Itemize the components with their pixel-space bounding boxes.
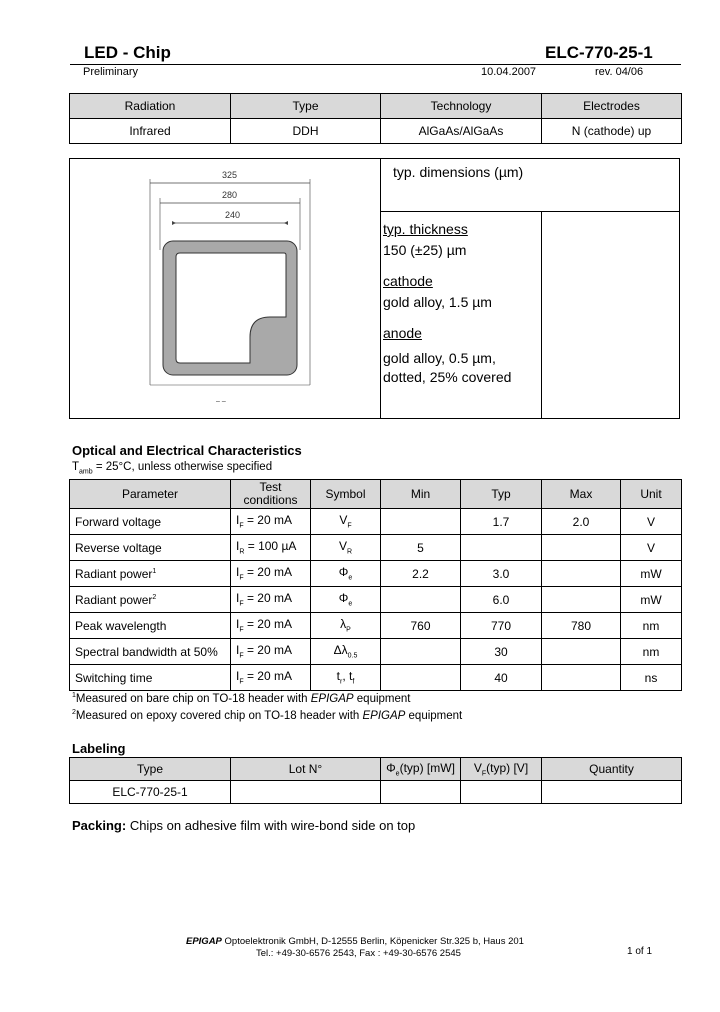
anode-value-1: gold alloy, 0.5 µm, — [383, 350, 496, 366]
symbol-extra: , t — [342, 669, 353, 684]
value-electrodes: N (cathode) up — [542, 119, 682, 144]
packing-label: Packing: — [72, 818, 127, 833]
label-header-lot: Lot N° — [231, 758, 381, 781]
param-footnote: 2 — [152, 593, 157, 601]
condition-cell — [231, 587, 311, 613]
cond-sub: F — [239, 600, 244, 608]
condition-cell — [231, 535, 311, 561]
unit-cell: nm — [621, 639, 682, 665]
document-date: 10.04.2007 — [481, 66, 537, 78]
dimensions-title: typ. dimensions (µm) — [393, 164, 524, 180]
footnote-2-brand: EPIGAP — [362, 709, 406, 722]
typ-cell: 770 — [461, 613, 542, 639]
footer-address: Optoelektronik GmbH, D-12555 Berlin, Köpenicker Str.325 b, Haus 201 — [224, 936, 524, 947]
packing-text: Chips on adhesive film with wire-bond side on top — [129, 818, 416, 833]
header-test-line2: conditions — [243, 493, 298, 507]
max-cell — [542, 561, 621, 587]
symbol-cell — [311, 509, 381, 535]
param-name: Forward voltage — [75, 514, 162, 529]
symbol-sub: P — [346, 626, 351, 634]
cond-main: I — [236, 591, 240, 606]
footnote-1-brand: EPIGAP — [310, 692, 354, 705]
arrow-left-240 — [172, 221, 176, 225]
cond-main: I — [236, 617, 240, 632]
phi-sub: e — [395, 770, 400, 778]
cond-main: I — [236, 669, 240, 684]
symbol-main: t — [336, 669, 341, 684]
param-cell — [70, 587, 231, 613]
labeling-table — [69, 757, 682, 804]
label-quantity[interactable] — [542, 781, 682, 804]
cond-rest: = 20 mA — [243, 643, 292, 658]
symbol-sub: e — [348, 574, 353, 582]
summary-header-row — [70, 94, 682, 119]
symbol-sub: R — [346, 548, 353, 556]
param-name: Radiant power — [75, 566, 153, 581]
max-cell — [542, 535, 621, 561]
characteristics-row — [70, 561, 682, 587]
symbol-cell — [311, 639, 381, 665]
characteristics-table — [69, 479, 682, 691]
cond-rest: = 20 mA — [243, 565, 292, 580]
max-cell: 780 — [542, 613, 621, 639]
condition-sub: amb — [79, 468, 93, 476]
summary-value-row — [70, 119, 682, 144]
symbol-cell — [311, 561, 381, 587]
anode-value-2: dotted, 25% covered — [383, 369, 512, 385]
min-cell: 5 — [381, 535, 461, 561]
param-cell — [70, 535, 231, 561]
footnote-2 — [72, 709, 462, 722]
header-min: Min — [381, 480, 461, 509]
header-electrodes: Electrodes — [542, 94, 682, 119]
param-cell — [70, 665, 231, 691]
symbol-cell — [311, 535, 381, 561]
characteristics-row — [70, 639, 682, 665]
param-cell — [70, 613, 231, 639]
characteristics-row — [70, 665, 682, 691]
characteristics-row — [70, 509, 682, 535]
cond-rest: = 100 µA — [244, 539, 297, 554]
symbol-cell — [311, 613, 381, 639]
page-number: 1 of 1 — [627, 946, 653, 957]
drawing-bottom-mark: – – — [216, 398, 226, 405]
min-cell: 2.2 — [381, 561, 461, 587]
max-cell — [542, 587, 621, 613]
symbol-main: V — [339, 513, 348, 528]
header-technology: Technology — [381, 94, 542, 119]
cond-sub: R — [239, 548, 245, 556]
footnote-1-text: Measured on bare chip on TO-18 header with — [75, 692, 311, 705]
condition-cell — [231, 561, 311, 587]
max-cell — [542, 665, 621, 691]
divider-vertical-1 — [380, 159, 381, 418]
footnote-1-tail: equipment — [353, 692, 411, 705]
condition-suffix: = 25°C, unless otherwise specified — [92, 461, 273, 473]
chip-drawing — [140, 165, 320, 410]
footnote-2-number: 2 — [72, 709, 76, 716]
dimension-240: 240 — [225, 210, 241, 220]
dimension-325: 325 — [222, 170, 238, 180]
footnote-2-tail: equipment — [405, 709, 463, 722]
label-vf[interactable] — [461, 781, 542, 804]
condition-cell — [231, 639, 311, 665]
symbol-sub: 0.5 — [347, 652, 358, 660]
labeling-heading: Labeling — [72, 741, 126, 756]
labeling-header-row — [70, 758, 682, 781]
value-technology: AlGaAs/AlGaAs — [381, 119, 542, 144]
unit-cell: ns — [621, 665, 682, 691]
cond-rest: = 20 mA — [243, 591, 292, 606]
header-test-conditions — [231, 480, 311, 509]
symbol-main: Φ — [338, 565, 349, 580]
characteristics-heading: Optical and Electrical Characteristics — [72, 443, 302, 458]
condition-prefix: T — [72, 461, 80, 473]
param-name: Spectral bandwidth at 50% — [75, 644, 218, 659]
label-phi[interactable] — [381, 781, 461, 804]
condition-cell — [231, 613, 311, 639]
characteristics-row — [70, 613, 682, 639]
cond-main: I — [236, 643, 240, 658]
min-cell — [381, 665, 461, 691]
symbol-main: V — [338, 539, 347, 554]
cond-rest: = 20 mA — [243, 669, 292, 684]
footnote-1-number: 1 — [72, 692, 76, 699]
typ-cell: 40 — [461, 665, 542, 691]
param-footnote: 1 — [152, 567, 157, 575]
param-cell — [70, 561, 231, 587]
cond-sub: F — [239, 652, 244, 660]
label-header-quantity: Quantity — [542, 758, 682, 781]
unit-cell: mW — [621, 561, 682, 587]
symbol-sub: r — [340, 678, 343, 686]
min-cell: 760 — [381, 613, 461, 639]
header-radiation: Radiation — [70, 94, 231, 119]
cond-main: I — [236, 565, 240, 580]
header-rule — [70, 64, 681, 65]
cond-sub: F — [239, 678, 244, 686]
phi-symbol: Φ — [386, 760, 396, 775]
unit-cell: V — [621, 535, 682, 561]
param-cell — [70, 639, 231, 665]
typ-cell: 1.7 — [461, 509, 542, 535]
label-header-type: Type — [70, 758, 231, 781]
unit-cell: V — [621, 509, 682, 535]
param-name: Switching time — [75, 670, 153, 685]
ambient-condition — [72, 461, 272, 475]
min-cell — [381, 639, 461, 665]
unit-cell: mW — [621, 587, 682, 613]
max-cell: 2.0 — [542, 509, 621, 535]
value-type: DDH — [231, 119, 381, 144]
document-title: LED - Chip — [84, 43, 171, 62]
param-cell — [70, 509, 231, 535]
typ-cell: 6.0 — [461, 587, 542, 613]
vf-rest: (typ) [V] — [486, 760, 529, 775]
cond-sub: F — [239, 626, 244, 634]
header-parameter: Parameter — [70, 480, 231, 509]
footer-brand: EPIGAP — [186, 936, 222, 947]
anode-heading: anode — [383, 325, 422, 341]
thickness-value: 150 (±25) µm — [383, 242, 467, 258]
characteristics-header-row — [70, 480, 682, 509]
typ-cell: 30 — [461, 639, 542, 665]
min-cell — [381, 587, 461, 613]
footnote-1 — [72, 692, 410, 705]
cond-rest: = 20 mA — [243, 513, 292, 528]
characteristics-row — [70, 587, 682, 613]
thickness-heading: typ. thickness — [383, 221, 468, 237]
packing-line — [72, 818, 415, 833]
dimension-280: 280 — [222, 190, 238, 200]
phi-rest: (typ) [mW] — [399, 760, 455, 775]
footer-line-2: Tel.: +49-30-6576 2543, Fax : +49-30-6576 2545 — [256, 948, 461, 959]
characteristics-row — [70, 535, 682, 561]
vf-sub: F — [481, 770, 487, 778]
symbol-main: Φ — [338, 591, 349, 606]
label-type: ELC-770-25-1 — [70, 781, 231, 804]
cond-rest: = 20 mA — [243, 617, 292, 632]
footnote-2-text: Measured on epoxy covered chip on TO-18 header with — [75, 709, 363, 722]
min-cell — [381, 509, 461, 535]
unit-cell: nm — [621, 613, 682, 639]
header-symbol: Symbol — [311, 480, 381, 509]
header-max: Max — [542, 480, 621, 509]
label-header-phi — [381, 758, 461, 781]
symbol-sub: F — [347, 522, 352, 530]
footer-line-1 — [186, 936, 524, 947]
cond-main: I — [236, 539, 240, 554]
label-header-vf — [461, 758, 542, 781]
symbol-sub: e — [348, 600, 353, 608]
summary-table — [69, 93, 682, 144]
header-unit: Unit — [621, 480, 682, 509]
cond-sub: F — [239, 522, 244, 530]
param-name: Reverse voltage — [75, 540, 162, 555]
symbol-cell — [311, 587, 381, 613]
symbol-cell — [311, 665, 381, 691]
characteristics-rows — [70, 509, 682, 691]
cond-main: I — [236, 513, 240, 528]
symbol-extra-sub: f — [352, 678, 355, 686]
symbol-main: Δλ — [333, 643, 348, 658]
header-typ: Typ — [461, 480, 542, 509]
header-type: Type — [231, 94, 381, 119]
typ-cell: 3.0 — [461, 561, 542, 587]
typ-cell — [461, 535, 542, 561]
condition-cell — [231, 509, 311, 535]
labeling-row — [70, 781, 682, 804]
part-number: ELC-770-25-1 — [545, 43, 653, 62]
condition-cell — [231, 665, 311, 691]
arrow-right-240 — [284, 221, 288, 225]
vf-symbol: V — [473, 760, 482, 775]
header-test-line1: Test — [259, 480, 282, 494]
revision-label: rev. 04/06 — [595, 66, 644, 78]
cathode-heading: cathode — [383, 273, 433, 289]
symbol-main: λ — [340, 617, 347, 632]
param-name: Peak wavelength — [75, 618, 167, 633]
cond-sub: F — [239, 574, 244, 582]
max-cell — [542, 639, 621, 665]
divider-horizontal — [380, 211, 680, 212]
value-radiation: Infrared — [70, 119, 231, 144]
label-lot[interactable] — [231, 781, 381, 804]
status-label: Preliminary — [83, 66, 139, 78]
divider-vertical-2 — [541, 211, 542, 418]
cathode-value: gold alloy, 1.5 µm — [383, 294, 492, 310]
param-name: Radiant power — [75, 592, 153, 607]
